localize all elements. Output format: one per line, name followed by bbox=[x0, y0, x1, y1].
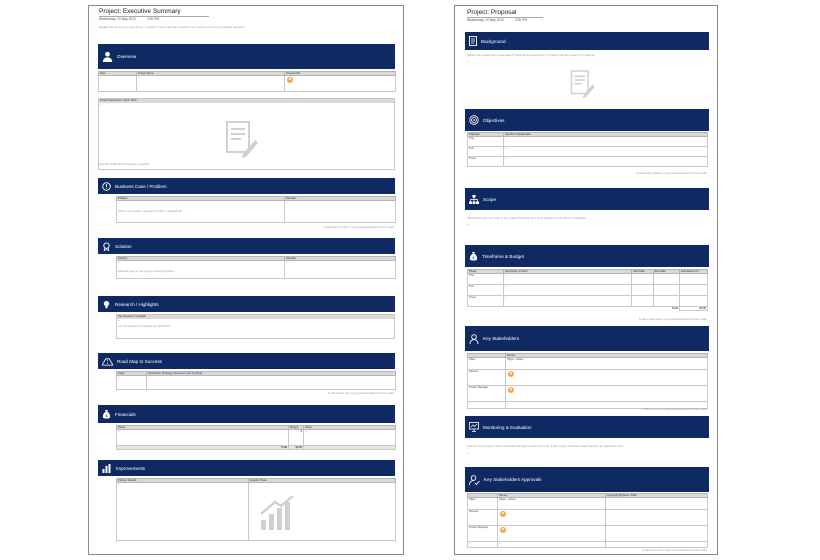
roadmap-note: To add another step: Copy & paste last dotted row then modify bbox=[327, 392, 394, 395]
cell-name-sponsor[interactable] bbox=[498, 510, 606, 526]
cell-work[interactable]: -- bbox=[504, 274, 632, 285]
cell-name-client[interactable]: [Tags + name] bbox=[506, 358, 708, 370]
cell-solution[interactable] bbox=[117, 261, 285, 279]
cell-work[interactable]: -- bbox=[504, 296, 632, 307]
col-phase: Phase bbox=[468, 270, 504, 274]
cell-role-sponsor: Sponsor bbox=[468, 370, 506, 386]
cell-role-client: Client bbox=[468, 498, 498, 510]
stakeholders-heading: Key Stakeholders bbox=[483, 336, 520, 341]
roadmap-heading: Road Map to Success bbox=[117, 358, 162, 364]
objectives-banner bbox=[465, 109, 709, 131]
scope-heading: Scope bbox=[483, 196, 497, 202]
col-prepared-by: Prepared By bbox=[285, 72, 396, 76]
roadmap-table bbox=[116, 371, 396, 390]
improvements-heading: Improvements bbox=[116, 465, 146, 471]
proposal-page bbox=[454, 5, 718, 555]
cell-name-project-manager[interactable] bbox=[498, 526, 606, 542]
stakeholders-banner bbox=[465, 326, 709, 351]
monitoring-heading: Monitoring & Evaluation bbox=[483, 424, 532, 430]
scope-value[interactable]: -- bbox=[467, 222, 469, 226]
roadmap-banner bbox=[98, 353, 395, 369]
page-title[interactable]: Project: Proposal bbox=[467, 9, 543, 18]
svg-text:$: $ bbox=[472, 256, 475, 261]
lightbulb-icon bbox=[102, 300, 111, 309]
business-case-table bbox=[116, 196, 396, 223]
business-case-heading: Business Case / Problem bbox=[115, 183, 167, 189]
cell-prepared-by[interactable] bbox=[285, 76, 396, 92]
cell-name-client[interactable]: [Tags + name] bbox=[498, 498, 606, 510]
cell-name-extra[interactable]: -- bbox=[506, 402, 708, 409]
timeframe-heading: Timeframe & Budget bbox=[482, 253, 524, 259]
background-heading: Background bbox=[481, 38, 506, 44]
cell-phase[interactable]: Three bbox=[468, 296, 504, 307]
cell-remarks[interactable]: -- bbox=[285, 261, 396, 279]
col-notes: Notes bbox=[304, 426, 396, 430]
objectives-note: To add another objective: Copy & paste last dotted row then modify bbox=[635, 172, 707, 175]
approvals-banner bbox=[465, 467, 709, 492]
solution-hint: Describe how you are going to solve the problem ... bbox=[118, 270, 178, 273]
cell-phase[interactable]: -- bbox=[117, 430, 289, 446]
cell-cost[interactable] bbox=[680, 296, 708, 307]
col-description-of-work: Description of Work bbox=[504, 270, 632, 274]
research-hint: List the research and analysis you performed ... bbox=[118, 324, 173, 328]
col-estimated-cost: Estimated Cost bbox=[680, 270, 708, 274]
total-label: Total bbox=[671, 307, 678, 310]
problem-value: -- bbox=[118, 201, 120, 204]
col-remarks: Remarks bbox=[285, 257, 396, 261]
monitoring-banner bbox=[465, 416, 709, 438]
col-steps: Steps bbox=[117, 372, 147, 376]
total-label: Total bbox=[117, 446, 289, 450]
stakeholders-table bbox=[467, 353, 708, 409]
problem-hint: What is the problem. How big is it? Who is affected? Etc ... bbox=[118, 210, 186, 213]
avatar bbox=[500, 527, 506, 533]
research-box[interactable] bbox=[116, 314, 395, 339]
document-watermark-icon bbox=[221, 118, 261, 163]
monitoring-value[interactable]: -- bbox=[467, 451, 469, 455]
financials-table bbox=[116, 425, 396, 450]
col-project-name: Project Name bbox=[137, 72, 285, 76]
document-icon bbox=[469, 36, 477, 46]
monitoring-hint: How the how progress will be evaluated throughout and at the end of the project. Formative data indicators for objectives met? bbox=[467, 444, 624, 448]
background-value[interactable]: -- bbox=[467, 59, 469, 63]
research-header: Key Research / Analysis bbox=[117, 315, 394, 319]
approvals-table bbox=[467, 493, 708, 548]
col-names: Names bbox=[498, 494, 606, 498]
cell-role-client: Client bbox=[468, 358, 506, 370]
person-outline-icon bbox=[469, 334, 479, 344]
cell-role-project-manager: Project Manager bbox=[468, 386, 506, 402]
cell-date[interactable]: -- bbox=[99, 76, 137, 92]
objectives-table bbox=[467, 132, 708, 167]
page-date: Wednesday, 20 May 2020 bbox=[99, 17, 136, 21]
financials-banner bbox=[98, 405, 395, 423]
col-graphs-stats: Graphs / Stats bbox=[249, 479, 396, 483]
col-positive-results: Positive Results bbox=[117, 479, 249, 483]
total-value: $0.00 bbox=[680, 307, 708, 311]
col-specific-measurable: Specific & Measurable bbox=[504, 133, 708, 137]
scope-banner bbox=[465, 188, 709, 210]
total-value: $0.00 bbox=[289, 446, 304, 450]
cell-phase[interactable]: Two bbox=[468, 285, 504, 296]
cell-measure[interactable]: -- bbox=[504, 147, 708, 157]
cell-role-sponsor: Sponsor bbox=[468, 510, 498, 526]
cell-name-extra[interactable]: -- bbox=[498, 542, 606, 548]
col-names: Names bbox=[506, 354, 708, 358]
col-problem: Problem bbox=[117, 197, 285, 201]
cell-cost[interactable] bbox=[680, 285, 708, 296]
description-value: -- bbox=[100, 102, 102, 106]
solution-value: -- bbox=[118, 261, 120, 264]
col-remarks: Remarks bbox=[285, 197, 396, 201]
total-spacer bbox=[468, 307, 504, 311]
financials-heading: Financials bbox=[115, 411, 136, 417]
cell-role-extra[interactable]: -- bbox=[468, 402, 506, 409]
bar-chart-icon bbox=[102, 464, 112, 473]
objectives-heading: Objectives bbox=[483, 117, 505, 123]
cell-remarks[interactable]: -- bbox=[285, 201, 396, 223]
presentation-board-icon bbox=[469, 422, 479, 432]
research-heading: Research / Highlights bbox=[115, 301, 159, 307]
cell-start[interactable] bbox=[632, 285, 654, 296]
cell-cost[interactable] bbox=[680, 274, 708, 285]
cell-positive-results[interactable]: -- bbox=[117, 483, 249, 541]
background-banner bbox=[465, 32, 709, 50]
business-case-banner bbox=[98, 178, 395, 194]
overview-banner bbox=[98, 44, 395, 69]
col-end-date: End Date bbox=[654, 270, 680, 274]
col-budget: Budget bbox=[289, 426, 304, 430]
cell-notes[interactable]: -- bbox=[304, 430, 396, 446]
scope-hint: What will be the end result of the project? Describe here what phases of work will be undertaken. bbox=[467, 216, 587, 220]
cell-name-project-manager[interactable] bbox=[506, 386, 708, 402]
money-bag-icon bbox=[102, 409, 111, 419]
solution-table bbox=[116, 256, 396, 279]
document-watermark-icon bbox=[567, 68, 597, 103]
avatar bbox=[508, 371, 514, 377]
timeframe-banner bbox=[465, 245, 709, 267]
cell-step[interactable]: -- bbox=[117, 376, 147, 390]
approvals-heading: Key Stakeholders Approvals bbox=[484, 477, 542, 482]
cell-budget[interactable]: $ bbox=[289, 430, 304, 446]
col-approval-signature: Approval Signature / Date bbox=[606, 494, 708, 498]
overview-heading: Overview bbox=[117, 54, 137, 59]
description-header: Project Description / Short Pitch bbox=[99, 99, 394, 103]
cell-start[interactable] bbox=[632, 296, 654, 307]
col-objective: Objective bbox=[468, 133, 504, 137]
col-date: Date bbox=[99, 72, 137, 76]
improvements-table bbox=[116, 478, 396, 541]
cell-step-description[interactable]: -- bbox=[147, 376, 396, 390]
business-case-note: To add another problem: Copy & paste last dotted row then modify bbox=[323, 226, 394, 229]
cell-objective[interactable]: One bbox=[468, 137, 504, 147]
cell-name-sponsor[interactable] bbox=[506, 370, 708, 386]
person-icon bbox=[102, 51, 113, 62]
person-check-icon bbox=[469, 475, 480, 485]
page-time: 3:30 PM bbox=[515, 18, 527, 22]
page-date: Wednesday, 20 May 2020 bbox=[467, 18, 504, 22]
executive-summary-page bbox=[88, 5, 404, 555]
col-solution: Solution bbox=[117, 257, 285, 261]
overview-table bbox=[98, 71, 396, 92]
description-hint: Describe briefly what the project is all about. bbox=[99, 163, 150, 166]
alert-circle-icon bbox=[102, 182, 111, 191]
avatar bbox=[287, 77, 293, 83]
cell-problem[interactable] bbox=[117, 201, 285, 223]
cell-measure[interactable]: -- bbox=[504, 157, 708, 167]
cell-objective[interactable]: Three bbox=[468, 157, 504, 167]
col-start-date: Start Date bbox=[632, 270, 654, 274]
total-notes bbox=[304, 446, 396, 450]
cell-signature-sponsor[interactable] bbox=[606, 510, 708, 526]
cell-role-project-manager: Project Manager bbox=[468, 526, 498, 542]
cell-role-extra[interactable]: -- bbox=[468, 542, 498, 548]
research-value: -- bbox=[118, 318, 120, 322]
cell-measure[interactable]: -- bbox=[504, 137, 708, 147]
road-icon bbox=[102, 357, 113, 366]
solution-heading: Solution bbox=[115, 243, 132, 249]
improvements-banner bbox=[98, 460, 395, 476]
page-time: 3:30 PM bbox=[147, 17, 159, 21]
intro-text: Explain who there is an opportunity or problem. There has been research into a solution and how it could be delivered. bbox=[99, 25, 246, 29]
page-title[interactable]: Project: Executive Summary bbox=[99, 8, 209, 17]
money-bag-icon bbox=[469, 251, 478, 261]
cell-end[interactable] bbox=[654, 274, 680, 285]
cell-project-name[interactable]: -- bbox=[137, 76, 285, 92]
cell-end[interactable] bbox=[654, 285, 680, 296]
avatar bbox=[500, 511, 506, 517]
svg-text:$: $ bbox=[105, 414, 108, 419]
background-hint: What is the project being undertaken? Describe an opportunity or problem that the project is to address. bbox=[467, 53, 596, 57]
stakeholders-note: To add more users: Copy & paste last dotted row then modify bbox=[642, 408, 707, 411]
cell-objective[interactable]: Two bbox=[468, 147, 504, 157]
timeframe-note: To add another phase: Copy & paste last dotted row then modify bbox=[638, 318, 707, 321]
solution-banner bbox=[98, 238, 395, 254]
research-banner bbox=[98, 296, 395, 312]
avatar bbox=[508, 387, 514, 393]
award-icon bbox=[102, 242, 111, 251]
col-phase: Phase bbox=[117, 426, 289, 430]
col-description: Description (Strategy, Resources and Timeline) bbox=[147, 372, 396, 376]
timeframe-table bbox=[467, 269, 708, 311]
cell-signature-client[interactable] bbox=[606, 498, 708, 510]
cell-signature-extra[interactable] bbox=[606, 542, 708, 548]
cell-end[interactable] bbox=[654, 296, 680, 307]
approvals-note: To add more users: Copy & paste last dotted row then modify bbox=[642, 549, 707, 552]
cell-signature-project-manager[interactable] bbox=[606, 526, 708, 542]
growth-chart-watermark-icon bbox=[259, 496, 297, 535]
cell-phase[interactable]: One bbox=[468, 274, 504, 285]
hierarchy-icon bbox=[469, 195, 479, 204]
cell-work[interactable]: -- bbox=[504, 285, 632, 296]
cell-graphs-stats[interactable]: -- bbox=[249, 483, 396, 541]
cell-start[interactable] bbox=[632, 274, 654, 285]
target-icon bbox=[469, 115, 479, 125]
